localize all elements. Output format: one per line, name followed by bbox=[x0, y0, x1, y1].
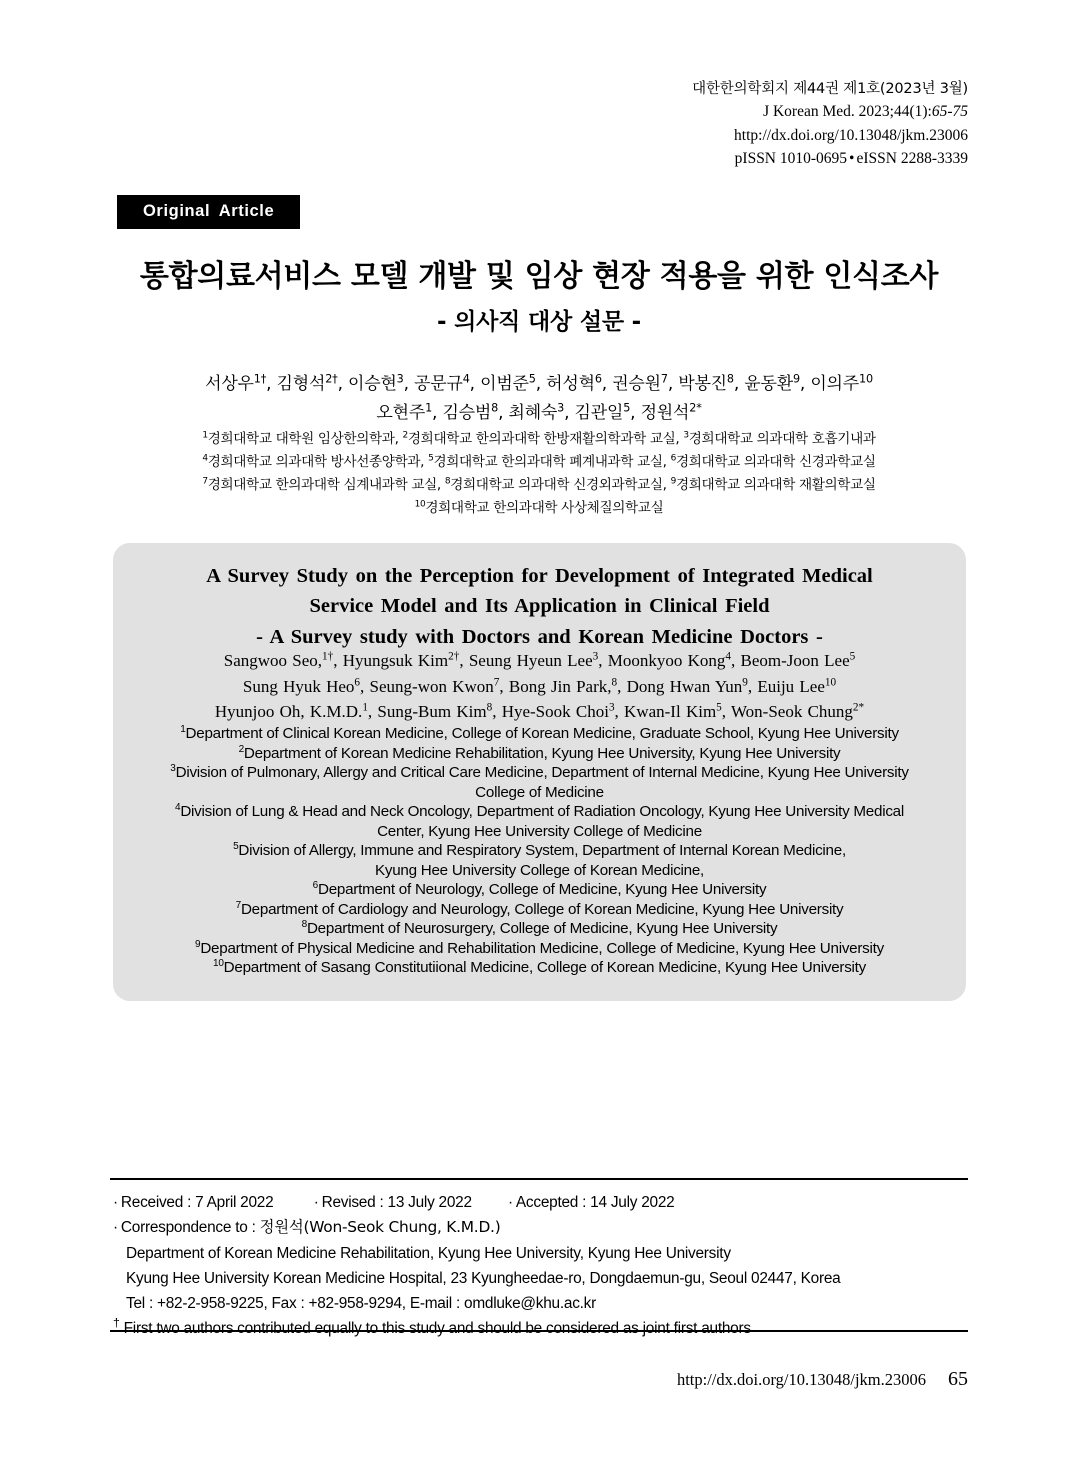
author-affiliation-marker: 2* bbox=[689, 401, 702, 415]
author-affiliation-marker: 7 bbox=[660, 372, 668, 386]
affiliation-marker: 9 bbox=[670, 476, 676, 487]
affiliation-marker: 4 bbox=[175, 802, 181, 814]
author-affiliation-marker: 4 bbox=[725, 650, 732, 663]
author-affiliation-marker: 9 bbox=[792, 372, 800, 386]
english-affiliation-line: College of Medicine bbox=[475, 783, 604, 801]
korean-affiliation-line: $^7$경희대학교 한의과대학 심계내과학 교실, $^8$경희대학교 의과대학 신경외과학교실, $^9$경희대학교 의과대학 재활의학교실 bbox=[202, 476, 876, 494]
author-entry: 오현주$^1$ bbox=[376, 401, 433, 424]
english-author-line-3: Hyunjoo Oh, K.M.D.$^1$, Sung-Bum Kim$^8$, Hye-Sook Choi$^3$, Kwan-Il Kim$^5$, Won-Seok Chung$^{2*}$ bbox=[214, 701, 865, 721]
footer-doi-link[interactable]: http://dx.doi.org/10.13048/jkm.23006 bbox=[676, 1370, 926, 1389]
author-entry: 서상우$^{1\dagger}$ bbox=[205, 372, 267, 394]
english-affiliation-line: $^4$Division of Lung & Head and Neck Oncology, Department of Radiation Oncology, Kyung Hee University Medical bbox=[175, 802, 904, 821]
author-entry: 허성혁$^6$ bbox=[546, 372, 602, 394]
affiliation-marker: 4 bbox=[202, 453, 208, 464]
author-affiliation-marker: 3 bbox=[557, 401, 565, 415]
journal-doi-link[interactable]: http://dx.doi.org/10.13048/jkm.23006 bbox=[734, 126, 968, 144]
author-affiliation-marker: 10 bbox=[824, 675, 837, 688]
author-affiliation-marker: 2* bbox=[852, 701, 865, 714]
author-entry: 정원석$^{2*}$ bbox=[640, 401, 702, 424]
eissn-label: eISSN 2288-3339 bbox=[856, 150, 968, 168]
author-entry: Hyunjoo Oh, K.M.D.$^1$ bbox=[214, 701, 368, 721]
received-date: Received : 7 April 2022 bbox=[120, 1194, 274, 1211]
author-affiliation-marker: 4 bbox=[462, 372, 470, 386]
author-entry: Hyungsuk Kim$^{2\dagger}$ bbox=[342, 650, 460, 670]
english-affiliation-line: $^5$Division of Allergy, Immune and Respiratory System, Department of Internal Korean Medicine, bbox=[233, 841, 846, 860]
english-affiliation-line: $^8$Department of Neurosurgery, College of Medicine, Kyung Hee University bbox=[301, 919, 778, 938]
author-affiliation-marker: 10 bbox=[859, 372, 873, 386]
correspondence-contact: Tel : +82-2-958-9225, Fax : +82-958-9294, E-mail : omdluke@khu.ac.kr bbox=[126, 1295, 596, 1313]
issn-bullet-icon: • bbox=[849, 150, 855, 168]
english-author-line-1: Sangwoo Seo,$^{1\dagger}$, Hyungsuk Kim$^{2\dagger}$, Seung Hyeun Lee$^3$, Moonkyoo Kong$^4$, Beom-Joon Lee$^5$ bbox=[223, 650, 856, 670]
affiliation-marker: 10 bbox=[414, 499, 426, 510]
affiliation-marker: 5 bbox=[233, 841, 239, 853]
english-affiliation-line: $^7$Department of Cardiology and Neurology, College of Korean Medicine, Kyung Hee University bbox=[235, 899, 844, 918]
journal-citation-pages: 65-75 bbox=[931, 103, 968, 121]
footnote-block bbox=[113, 1190, 993, 1342]
bullet-dot-icon: · bbox=[313, 1194, 319, 1211]
correspondence-department: Department of Korean Medicine Rehabilitation, Kyung Hee University, Kyung Hee University bbox=[126, 1244, 731, 1262]
bullet-dot-icon: · bbox=[113, 1219, 118, 1237]
korean-affiliation-line: $^4$경희대학교 의과대학 방사선종양학과, $^5$경희대학교 한의과대학 폐계내과학 교실, $^6$경희대학교 의과대학 신경과학교실 bbox=[202, 453, 876, 471]
english-affiliation-line: $^3$Division of Pulmonary, Allergy and Critical Care Medicine, Department of Internal Medicine, Kyung Hee University bbox=[170, 763, 909, 782]
english-affiliation-line: Kyung Hee University College of Korean Medicine, bbox=[374, 861, 705, 879]
korean-title: 통합의료서비스 모델 개발 및 임상 현장 적용을 위한 인식조사 bbox=[139, 259, 939, 294]
affiliation-marker: 3 bbox=[170, 763, 176, 774]
accepted-date: Accepted : 14 July 2022 bbox=[515, 1194, 675, 1211]
english-author-list bbox=[113, 648, 966, 725]
korean-subtitle: - 의사직 대상 설문 - bbox=[436, 309, 642, 335]
author-entry: Euiju Lee$^{10}$ bbox=[757, 675, 837, 696]
affiliation-marker: 1 bbox=[180, 723, 186, 735]
journal-issn-line bbox=[692, 147, 968, 171]
author-entry: 김관일$^5$ bbox=[574, 401, 631, 424]
author-entry: 권승원$^7$ bbox=[612, 372, 668, 394]
affiliation-marker: 6 bbox=[312, 880, 318, 892]
affiliation-marker: 1 bbox=[202, 430, 208, 441]
correspondence-address: Kyung Hee University Korean Medicine Hospital, 23 Kyungheedae-ro, Dongdaemun-gu, Seoul 02447, Korea bbox=[126, 1269, 841, 1287]
author-affiliation-marker: 8 bbox=[726, 372, 734, 386]
author-entry: Sangwoo Seo,$^{1\dagger}$ bbox=[223, 650, 334, 670]
pissn-label: pISSN 1010-0695 bbox=[734, 150, 848, 168]
english-affiliation-list bbox=[105, 724, 974, 978]
affiliation-marker: 10 bbox=[213, 958, 224, 970]
affiliation-marker: 3 bbox=[683, 430, 689, 441]
english-affiliation-line: $^6$Department of Neurology, College of Medicine, Kyung Hee University bbox=[312, 880, 767, 899]
author-entry: Hye-Sook Choi$^3$ bbox=[501, 701, 615, 721]
author-entry: Moonkyoo Kong$^4$ bbox=[607, 650, 732, 670]
english-affiliation-line: $^2$Department of Korean Medicine Rehabilitation, Kyung Hee University, Kyung Hee University bbox=[238, 743, 841, 762]
dagger-marker-icon: † bbox=[113, 1316, 120, 1331]
footnote-correspondence-line bbox=[113, 1215, 993, 1240]
author-entry: Kwan-Il Kim$^5$ bbox=[624, 701, 722, 721]
affiliation-marker: 8 bbox=[444, 476, 451, 487]
author-affiliation-marker: 1† bbox=[322, 650, 334, 663]
author-affiliation-marker: 8 bbox=[491, 401, 499, 415]
author-affiliation-marker: 1 bbox=[362, 701, 368, 714]
footnote-dates-line bbox=[113, 1190, 993, 1215]
author-affiliation-marker: 6 bbox=[594, 372, 602, 386]
affiliation-marker: 2 bbox=[402, 430, 408, 441]
revised-date: Revised : 13 July 2022 bbox=[321, 1194, 472, 1211]
korean-affiliation-list bbox=[0, 428, 1078, 520]
author-entry: 이승현$^3$ bbox=[348, 372, 404, 394]
affiliation-marker: 9 bbox=[195, 938, 201, 950]
author-affiliation-marker: 2† bbox=[325, 372, 338, 386]
korean-affiliation-line: $^1$경희대학교 대학원 임상한의학과, $^2$경희대학교 한의과대학 한방재활의학과학 교실, $^3$경희대학교 의과대학 호흡기내과 bbox=[202, 430, 876, 447]
author-affiliation-marker: 5 bbox=[623, 401, 631, 415]
author-entry: Sung Hyuk Heo$^6$ bbox=[242, 675, 361, 696]
author-entry: 윤동환$^9$ bbox=[744, 372, 800, 394]
english-affiliation-line: $^1$Department of Clinical Korean Medicine, College of Korean Medicine, Graduate School, Kyung Hee University bbox=[180, 723, 899, 742]
author-entry: 박봉진$^8$ bbox=[678, 372, 734, 394]
journal-citation-prefix: J Korean Med. 2023;44(1): bbox=[763, 103, 932, 121]
bullet-dot-icon: · bbox=[508, 1194, 513, 1211]
journal-english-citation bbox=[692, 100, 968, 124]
author-affiliation-marker: 5 bbox=[849, 650, 856, 663]
author-affiliation-marker: 9 bbox=[742, 675, 748, 688]
author-affiliation-marker: 2† bbox=[448, 650, 460, 663]
journal-header bbox=[692, 78, 968, 171]
affiliation-marker: 2 bbox=[238, 743, 244, 755]
author-affiliation-marker: 8 bbox=[611, 675, 618, 688]
author-affiliation-marker: 3 bbox=[396, 372, 404, 386]
affiliation-marker: 8 bbox=[301, 919, 307, 931]
author-entry: 이범준$^5$ bbox=[480, 372, 536, 394]
korean-affiliation-line: $^{10}$경희대학교 한의과대학 사상체질의학교실 bbox=[414, 499, 664, 517]
affiliation-marker: 5 bbox=[428, 453, 434, 464]
author-entry: Sung-Bum Kim$^8$ bbox=[377, 701, 493, 721]
author-affiliation-marker: 8 bbox=[486, 701, 493, 714]
author-affiliation-marker: 1† bbox=[253, 372, 267, 386]
affiliation-marker: 6 bbox=[670, 453, 676, 464]
english-affiliation-line: $^{10}$Department of Sasang Constitutiional Medicine, College of Korean Medicine, Kyung Hee University bbox=[213, 958, 866, 977]
correspondence-name: 정원석(Won-Seok Chung, K.M.D.) bbox=[259, 1218, 501, 1237]
author-entry: 김형석$^{2\dagger}$ bbox=[276, 372, 338, 394]
author-entry: Won-Seok Chung$^{2*}$ bbox=[730, 701, 865, 721]
correspondence-label: Correspondence to : bbox=[120, 1219, 260, 1237]
author-affiliation-marker: 5 bbox=[528, 372, 536, 386]
author-affiliation-marker: 7 bbox=[493, 675, 500, 688]
equal-contribution-note: First two authors contributed equally to this study and should be considered as joint first authors bbox=[123, 1320, 751, 1338]
author-affiliation-marker: 1 bbox=[425, 401, 433, 415]
author-affiliation-marker: 3 bbox=[592, 650, 599, 663]
author-entry: Beom-Joon Lee$^5$ bbox=[740, 650, 856, 670]
english-title bbox=[113, 561, 966, 652]
korean-author-list bbox=[0, 370, 1078, 428]
english-affiliation-line: Center, Kyung Hee University College of Medicine bbox=[377, 822, 702, 840]
author-entry: Seung-won Kwon$^7$ bbox=[369, 675, 500, 696]
journal-korean-citation: 대한한의학회지 제44권 제1호(2023년 3월) bbox=[692, 81, 968, 97]
title-line: A Survey Study on the Perception for Development of Integrated Medical bbox=[206, 565, 873, 587]
title-line: Service Model and Its Application in Clinical Field bbox=[309, 595, 770, 618]
author-entry: Bong Jin Park,$^8$ bbox=[508, 675, 618, 696]
affiliation-marker: 7 bbox=[202, 476, 208, 487]
author-entry: Dong Hwan Yun$^9$ bbox=[626, 675, 748, 696]
affiliation-marker: 7 bbox=[235, 899, 241, 911]
author-affiliation-marker: 6 bbox=[354, 675, 361, 688]
english-author-line-2: Sung Hyuk Heo$^6$, Seung-won Kwon$^7$, Bong Jin Park,$^8$, Dong Hwan Yun$^9$, Euiju Lee$^{10}$ bbox=[242, 675, 837, 696]
page-footer bbox=[677, 1368, 968, 1391]
footer-divider-top bbox=[110, 1178, 968, 1180]
page-number: 65 bbox=[948, 1368, 968, 1390]
english-affiliation-line: $^9$Department of Physical Medicine and Rehabilitation Medicine, College of Medicine, Kyung Hee University bbox=[195, 938, 884, 957]
author-entry: 이의주$^{10}$ bbox=[810, 372, 873, 394]
title-line: - A Survey study with Doctors and Korean Medicine Doctors - bbox=[256, 625, 823, 648]
author-entry: 최혜숙$^3$ bbox=[508, 401, 565, 424]
author-entry: 김승범$^8$ bbox=[442, 401, 499, 424]
author-entry: 공문규$^4$ bbox=[414, 372, 470, 394]
author-affiliation-marker: 3 bbox=[608, 701, 615, 714]
author-affiliation-marker: 5 bbox=[716, 701, 722, 714]
author-entry: Seung Hyeun Lee$^3$ bbox=[468, 650, 599, 670]
bullet-dot-icon: · bbox=[113, 1194, 118, 1211]
article-type-badge: Original Article bbox=[117, 195, 300, 229]
korean-author-line-2: 오현주$^1$, 김승범$^8$, 최혜숙$^3$, 김관일$^5$, 정원석$^{2*}$ bbox=[376, 401, 702, 424]
footnote-equal-contribution-line bbox=[113, 1316, 993, 1341]
korean-author-line-1: 서상우$^{1\dagger}$, 김형석$^{2\dagger}$, 이승현$^3$, 공문규$^4$, 이범준$^5$, 허성혁$^6$, 권승원$^7$, 박봉진$^8$, 윤동환$^9$, 이의주$^{10}$ bbox=[205, 372, 873, 394]
